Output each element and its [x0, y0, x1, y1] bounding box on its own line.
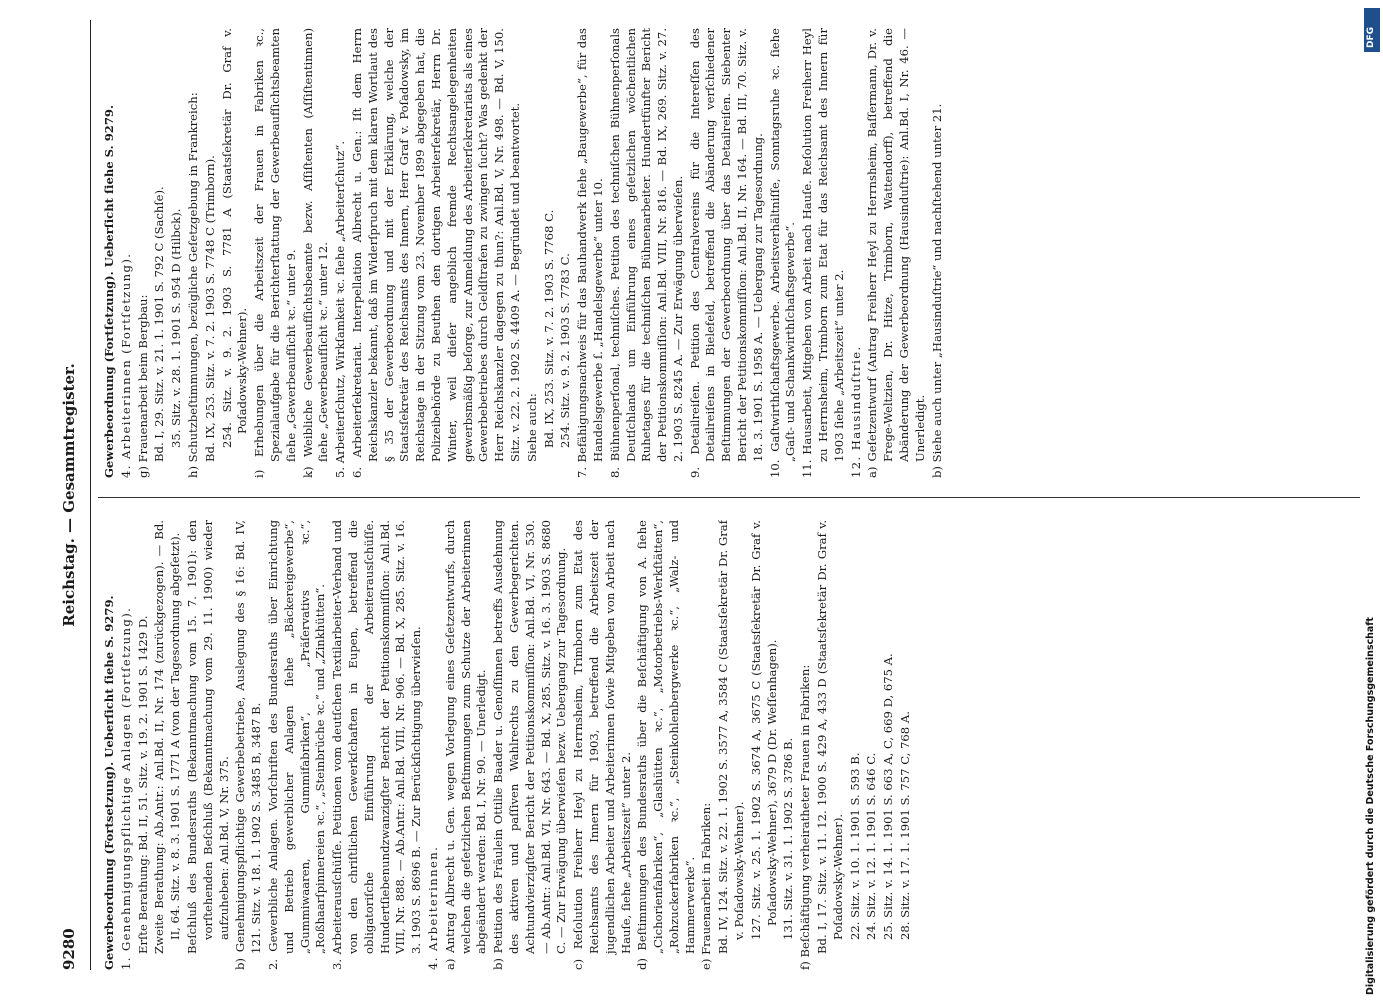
right-entry-4: 4. Arbeiterinnen (Fortſetzung). [118, 252, 133, 478]
left-entry-3: 3. Arbeiterausſchüſſe. Petitionen vom deutſchen Textilarbeiter-Verband und von den chriſtlichen Gewerkſchaften in Eupen, betreffend die obligatoriſche Einführung der Arbeiterausſchüſſe. Hundertſiebenundzwanzigſter Bericht der Petitionskommiſſion: Anl.Bd. VIII, Nr. 888. — Ab.Antr.: Anl.Bd. VIII, Nr. 906. — Bd. X, 285. Sitz. v. 16. 3. 1903 S. 8696 B. — Zur Berückſichtigung überwieſen. [330, 520, 424, 970]
right-entry-6: 6. Arbeiterſekretariat. Interpellation Albrecht u. Gen.: Iſt dem Herrn Reichskanzler bekannt, daß im Widerſpruch mit dem klaren Wortlaut des § 35 der Gewerbeordnung und mit der Erklärung, welche der Staatsſekretär des Reichsamts des Innern, Herr Graf v. Poſadowsky, im Reichstage in der Sitzung vom 23. November 1899 abgegeben hat, die Polizeibehörde zu Beuthen den dortigen Arbeiterſekretär, Herrn Dr. Winter, weil dieſer angeblich fremde Rechtsangelegenheiten gewerbsmäßig beſorge, zur Anmeldung des Arbeiterſekretariats als eines Gewerbebetriebes durch Geldſtrafen zu zwingen ſucht? Was gedenkt der Herr Reichskanzler dagegen zu thun?: Anl.Bd. V, Nr. 498. — Bd. V, 150. Sitz. v. 22. 2. 1902 S. 4409 A. — Begründet und beantwortet. [349, 28, 522, 478]
right-ref-954: 35. Sitz. v. 28. 1. 1901 S. 954 D (Hilbck). [169, 208, 184, 448]
right-section-heading: Gewerbeordnung (Fortſetzung). Ueberſicht ſiehe S. 9279. [102, 104, 116, 478]
right-ref-7781: 254. Sitz. v. 9. 2. 1903 S. 7781 A (Staatsſekretär Dr. Graf v. Poſadowsky-Wehner). [219, 28, 250, 448]
left-ref-593: 22. Sitz. v. 10. 1. 1901 S. 593 B. [847, 752, 862, 940]
right-entry-12: 12. Hausinduſtrie. [848, 345, 863, 478]
right-entry-4h: h) Schutzbeſtimmungen, bezügliche Geſetzgebung in Frankreich: [185, 92, 200, 478]
left-entry-4d: d) Beſtimmungen des Bundesraths über die Beſchäftigung von A. ſiehe „Cichorienfabriken“, „Glashütten ꝛc.“, „Motorbetriebs-Werkſtätten“, „Rohzuckerfabriken ꝛc.“, „Steinkohlenbergwerke ꝛc.“, „Walz- und Hammerwerke“. [635, 520, 697, 970]
right-entry-4g: g) Frauenarbeit beim Bergbau: [135, 294, 150, 478]
left-entry-4c: c) Reſolution Freiherr Heyl zu Herrnsheim, Trimborn zum Etat des Reichsamts des Innern für 1903, betreffend die Arbeitszeit der jugendlichen Arbeiter und Arbeiterinnen ſowie Mitgeben von Arbeit nach Hauſe, ſiehe „Arbeitszeit“ unter 2. [571, 520, 633, 970]
right-entry-9: 9. Detailreiſen. Petition des Centralvereins für die Intereſſen des Detailreiſens in Bielefeld, betreffend die Abänderung verſchiedener Beſtimmungen der Gewerbeordnung über das Detailreiſen. Siebenter Bericht der Petitionskommiſſion: Anl.Bd. II, Nr. 164. — Bd. III, 70. Sitz. v. 18. 3. 1901 S. 1958 A. — Uebergang zur Tagesordnung. [687, 28, 765, 478]
dfg-logo-text: DFG [1366, 26, 1376, 48]
right-ref-7768: Bd. IX, 253. Sitz. v. 7. 2. 1903 S. 7768 C. [541, 209, 556, 448]
left-section-heading: Gewerbeordnung (Fortsetzung). Ueberſicht ſiehe S. 9279. [102, 595, 116, 970]
credit-text: Digitalisierung gefördert durch die Deutsche Forschungsgemeinschaft [1365, 617, 1376, 995]
left-ref-3577: Bd. IV, 124. Sitz. v. 22. 1. 1902 S. 3577 A, 3584 C (Staatsſekretär Dr. Graf v. Poſadowsky-Wehner). [716, 520, 747, 954]
right-entry-10: 10. Gaſtwirthſchaftsgewerbe. Arbeitsverhältniſſe, Sonntagsruhe ꝛc. ſiehe „Gaſt- und Schankwirthſchaftsgewerbe“. [767, 28, 798, 478]
left-entry-b: b) Genehmigungspflichtige Gewerbebetriebe, Auslegung des § 16: Bd. IV, 121. Sitz. v. 18. 1. 1902 S. 3485 B, 3487 B. [233, 520, 264, 970]
header-rule [90, 20, 91, 970]
right-entry-12a: a) Geſetzentwurf (Antrag Freiherr Heyl zu Herrnsheim, Baſſermann, Dr. v. Frege-Weltzien, Dr. Hitze, Trimborn, Wattendorff), betreffend die Abänderung der Gewerbeordnung (Hausinduſtrie): Anl.Bd. I, Nr. 46. — Unerledigt. [865, 28, 927, 478]
right-see-also: Siehe auch: [524, 393, 539, 462]
right-entry-11: 11. Hausarbeit, Mitgeben von Arbeit nach Hauſe. Reſolution Freiherr Heyl zu Herrnsheim, Trimborn zum Etat für das Reichsamt des Innern für 1903 ſiehe „Arbeitszeit“ unter 2. [800, 28, 846, 478]
left-column [102, 520, 1362, 970]
right-ref-792: Bd. I, 29. Sitz. v. 21. 1. 1901 S. 792 C (Sachſe). [152, 186, 167, 462]
left-entry-first-reading: Erſte Berathung: Bd. II, 51. Sitz. v. 19. 2. 1901 S. 1429 D. [135, 615, 150, 954]
left-ref-429: Bd. I, 17. Sitz. v. 11. 12. 1900 S. 429 A, 433 D (Staatsſekretär Dr. Graf v. Poſadowsky-Wehner). [815, 520, 845, 954]
column-divider [98, 497, 1360, 498]
left-ref-646: 24. Sitz. v. 12. 1. 1901 S. 646 C. [864, 752, 879, 940]
page-number: 9280 [60, 928, 78, 970]
right-entry-7: 7. Befähigungsnachweis für das Bauhandwerk ſiehe „Baugewerbe“, für das Handelsgewerbe ſ. „Handelsgewerbe“ unter 10. [575, 28, 605, 478]
right-entry-8: 8. Bühnenperſonal, techniſches. Petition des techniſchen Bühnenperſonals Deutſchlands um Einführung eines geſetzlichen wöchentlichen Ruhetages für die techniſchen Bühnenarbeiter. Hundertfünfter Bericht der Petitionskommiſſion: Anl.Bd. VIII, Nr. 816. — Bd. IX, 269. Sitz. v. 27. 2. 1903 S. 8245 A. — Zur Erwägung überwieſen. [607, 28, 685, 478]
running-title: Reichstag. — Gesammtregister. [60, 363, 78, 627]
right-entry-12b: b) Siehe auch unter „Hausinduſtrie“ und nachſtehend unter 21. [929, 103, 944, 478]
left-entry-4b: b) Petition des Fräulein Ottilie Baader u. Genoſſinnen betreffs Ausdehnung des aktiven und paſſiven Wahlrechts zu den Gewerbegerichten. Achtundvierzigſter Bericht der Petitionskommiſſion: Anl.Bd. VI, Nr. 530. — Ab.Antr.: Anl.Bd. VI, Nr. 643. — Bd. X, 285. Sitz. v. 16. 3. 1903 S. 8680 C. — Zur Erwägung überwieſen bezw. Uebergang zur Tagesordnung. [491, 520, 569, 970]
digitization-credit [1361, 0, 1383, 1000]
right-ref-7748: Bd. IX, 253. Sitz. v. 7. 2. 1903 S. 7748 C (Trimborn). [202, 155, 217, 462]
rotated-page [60, 20, 1370, 970]
left-ref-3786: 131. Sitz. v. 31. 1. 1902 S. 3786 B. [781, 737, 796, 940]
right-entry-5: 5. Arbeiterſchutz, Wirkſamkeit ꝛc. ſiehe „Arbeiterſchutz“. [333, 141, 348, 478]
left-entry-2: 2. Gewerbliche Anlagen. Vorſchriften des Bundesraths über Einrichtung und Betrieb gewerblicher Anlagen ſiehe „Bäckereigewerbe“, „Gummiwaaren, Gummifabriken“, „Präſervativs ꝛc.“, „Roßhaarſpinnereien ꝛc.“, „Steinbrüche ꝛc.“ und „Zinkhütten“. [265, 520, 328, 970]
right-entry-4i: i) Erhebungen über die Arbeitszeit der Frauen in Fabriken ꝛc., Spezialaufgabe für die Berichterſtattung der Gewerbeaufſichtsbeamten ſiehe „Gewerbeaufſicht ꝛc.“ unter 9. [252, 28, 298, 478]
left-entry-4a: a) Antrag Albrecht u. Gen. wegen Vorlegung eines Geſetzentwurfs, durch welchen die geſetzlichen Beſtimmungen zum Schutze der Arbeiterinnen abgeändert werden: Bd. I, Nr. 90. — Unerledigt. [442, 520, 489, 970]
left-ref-3674: 127. Sitz. v. 25. 1. 1902 S. 3674 A, 3675 C (Staatsſekretär Dr. Graf v. Poſadowsky-Wehner), 3679 D (Dr. Weſſenhagen). [748, 520, 779, 940]
left-entry-4: 4. Arbeiterinnen. [425, 845, 440, 970]
left-entry-4f: f) Beſchäftigung verheiratheter Frauen in Fabriken: [798, 664, 813, 970]
page-header [60, 20, 84, 970]
dfg-logo [1364, 8, 1380, 52]
left-ref-663: 25. Sitz. v. 14. 1. 1901 S. 663 A, C, 669 D, 675 A. [881, 653, 896, 940]
left-entry-second-reading: Zweite Berathung: Ab.Antr.: Anl.Bd. II, Nr. 174 (zurückgezogen). — Bd. II, 64. Sitz. v. 8. 3. 1901 S. 1771 A (von der Tagesordnung abgeſetzt). [152, 520, 183, 954]
right-column [102, 28, 1362, 478]
left-entry-4e: e) Frauenarbeit in Fabriken: [699, 802, 714, 970]
right-entry-4k: k) Weibliche Gewerbeaufſichtsbeamte bezw. Aſſiſtenten (Aſſiſtentinnen) ſiehe „Gewerbeaufſicht ꝛc.“ unter 12. [300, 28, 331, 478]
right-ref-7783: 254. Sitz. v. 9. 2. 1903 S. 7783 C. [558, 253, 573, 448]
left-entry-resolution: Beſchluß des Bundesraths (Bekanntmachung vom 15. 7. 1901): den vorſtehenden Beſchluß (Bekanntmachung vom 29. 11. 1900) wieder aufzuheben: Anl.Bd. V, Nr. 375. [184, 520, 231, 954]
left-ref-757: 28. Sitz. v. 17. 1. 1901 S. 757 C, 768 A. [898, 711, 913, 940]
left-entry-1: 1. Genehmigungspflichtige Anlagen (Fortſetzung). [118, 606, 133, 970]
